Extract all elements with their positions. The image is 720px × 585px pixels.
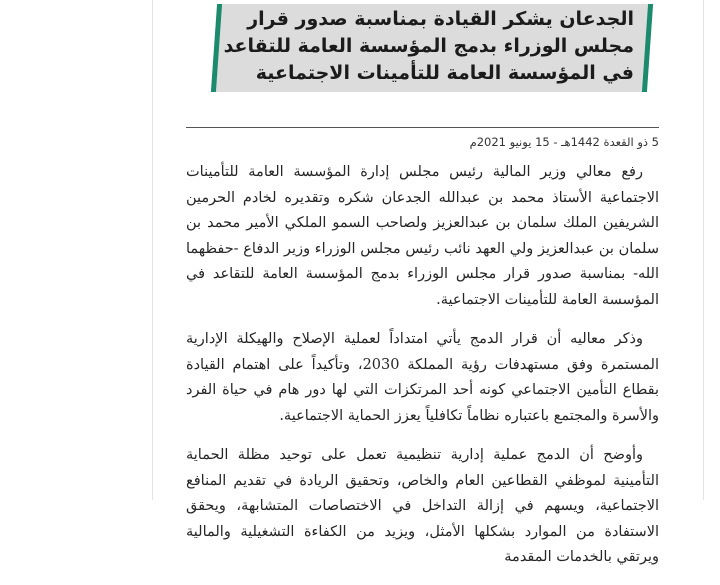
- media-frame-left-edge: [152, 0, 153, 500]
- paragraph: وأوضح أن الدمج عملية إدارية تنظيمية تعمل على توحيد مظلة الحماية التأمينية لموظفي القطاعين العام والخاص، وتحقيق الريادة في تقديم المنافع الاجتماعية، ويسهم في إزالة التداخل في الاختصاصات المتشابهة، ويحقق الاستفادة من الموارد بشكلها الأمثل، ويزيد من الكفاءة التشغيلية والمالية ويرتقي بالخدمات المقدمة: [186, 447, 659, 565]
- dateline: 5 ذو القعدة 1442هـ - 15 يونيو 2021م: [469, 135, 659, 149]
- paragraph: رفع معالي وزير المالية رئيس مجلس إدارة المؤسسة العامة للتأمينات الاجتماعية الأستاذ محمد بن عبدالله الجدعان شكره وتقديره لخادم الحرمين الشريفين الملك سلمان بن عبدالعزيز ولصاحب السمو الملكي الأمير محمد بن سلمان بن عبدالعزيز ولي العهد نائب رئيس مجلس الوزراء وزير الدفاع -حفظهما الله- بمناسبة صدور قرار مجلس الوزراء بدمج المؤسسة العامة للتقاعد في المؤسسة العامة للتأمينات الاجتماعية.: [186, 164, 659, 308]
- divider-rule: [186, 127, 659, 128]
- paragraph: وذكر معاليه أن قرار الدمج يأتي امتداداً لعملية الإصلاح والهيكلة الإدارية المستمرة وفق مستهدفات رؤية المملكة 2030، وتأكيداً على اهتمام القيادة بقطاع التأمين الاجتماعي كونه أحد المرتكزات التي لها دور هام في حياة الفرد والأسرة والمجتمع باعتباره نظاماً تكافلياً يعزز الحماية الاجتماعية.: [186, 331, 659, 424]
- media-frame-right-edge: [703, 0, 704, 500]
- article-body: [186, 160, 659, 585]
- headline: الجدعان يشكر القيادة بمناسبة صدور قرار مجلس الوزراء بدمج المؤسسة العامة للتقاعد في المؤسسة العامة للتأمينات الاجتماعية: [223, 8, 634, 84]
